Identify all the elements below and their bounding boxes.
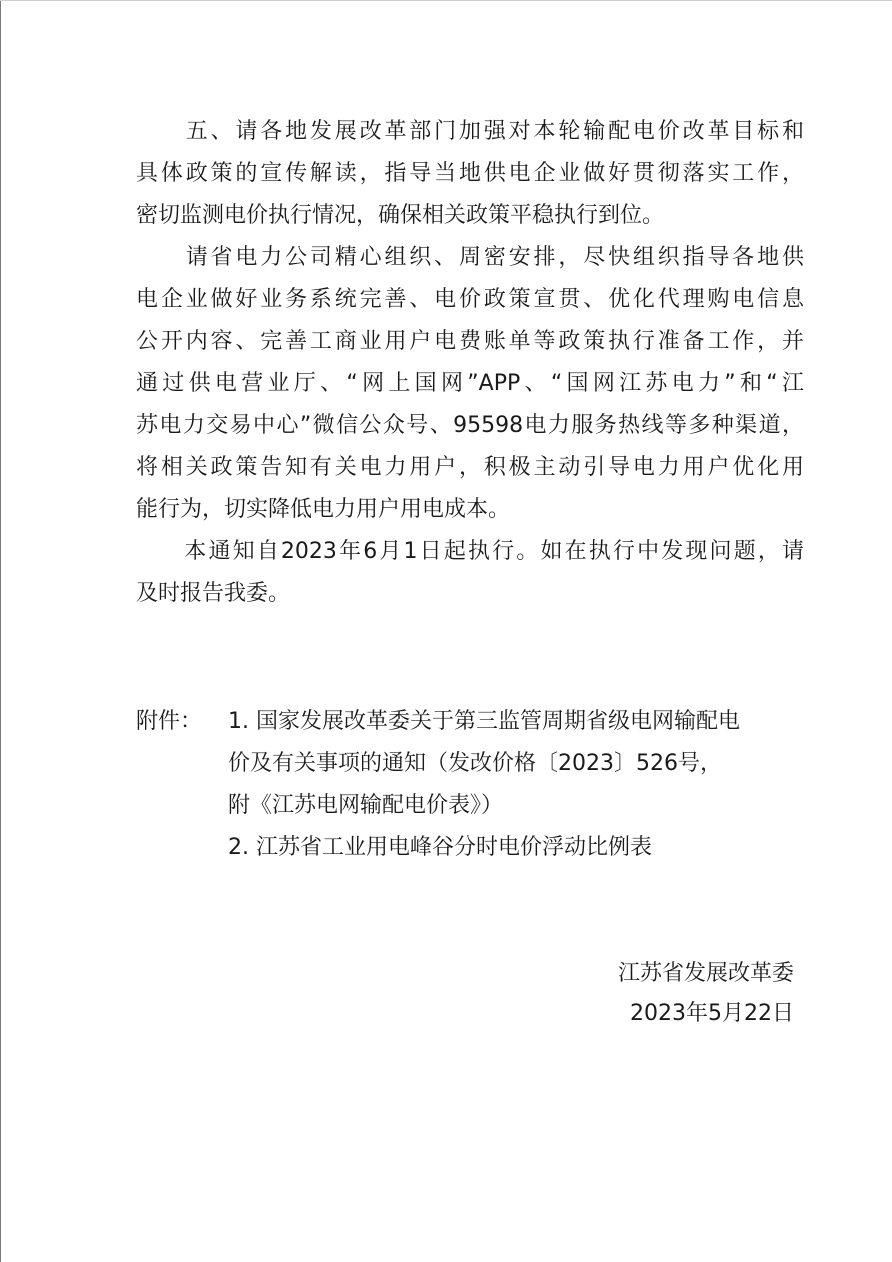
attachment-line: 1. 国家发展改革委关于第三监管周期省级电网输配电 — [228, 709, 740, 734]
paragraph-line: 具体政策的宣传解读，指导当地供电企业做好贯彻落实工作， — [136, 161, 804, 186]
paragraph-line: 苏电力交易中心”微信公众号、95598电力服务热线等多种渠道， — [136, 413, 804, 438]
paragraph-line: 密切监测电价执行情况，确保相关政策平稳执行到位。 — [136, 203, 665, 228]
attachment-line: 价及有关事项的通知（发改价格〔2023〕526号， — [228, 751, 722, 776]
paragraph-line: 及时报告我委。 — [136, 581, 291, 606]
paragraph-line: 五、请各地发展改革部门加强对本轮输配电价改革目标和 — [136, 119, 804, 144]
paragraph-line: 将相关政策告知有关电力用户，积极主动引导电力用户优化用 — [136, 455, 804, 480]
attachment-line: 2. 江苏省工业用电峰谷分时电价浮动比例表 — [228, 835, 652, 860]
attachments-label: 附件： — [136, 709, 203, 734]
page-edge-left — [0, 0, 1, 1262]
attachment-line: 附《江苏电网输配电价表》） — [228, 793, 504, 818]
paragraph-line: 请省电力公司精心组织、周密安排，尽快组织指导各地供 — [136, 245, 804, 270]
signature-date: 2023年5月22日 — [630, 1001, 794, 1026]
signature-issuer: 江苏省发展改革委 — [617, 961, 794, 986]
paragraph-line: 电企业做好业务系统完善、电价政策宣贯、优化代理购电信息 — [136, 287, 804, 312]
paragraph-line: 通过供电营业厅、“网上国网”APP、“国网江苏电力”和“江 — [136, 371, 804, 396]
page-edge-top — [0, 0, 892, 1]
paragraph-line: 公开内容、完善工商业用户电费账单等政策执行准备工作，并 — [136, 329, 804, 354]
paragraph-line: 能行为，切实降低电力用户用电成本。 — [136, 497, 511, 522]
paragraph-line: 本通知自2023年6月1日起执行。如在执行中发现问题，请 — [136, 539, 804, 564]
